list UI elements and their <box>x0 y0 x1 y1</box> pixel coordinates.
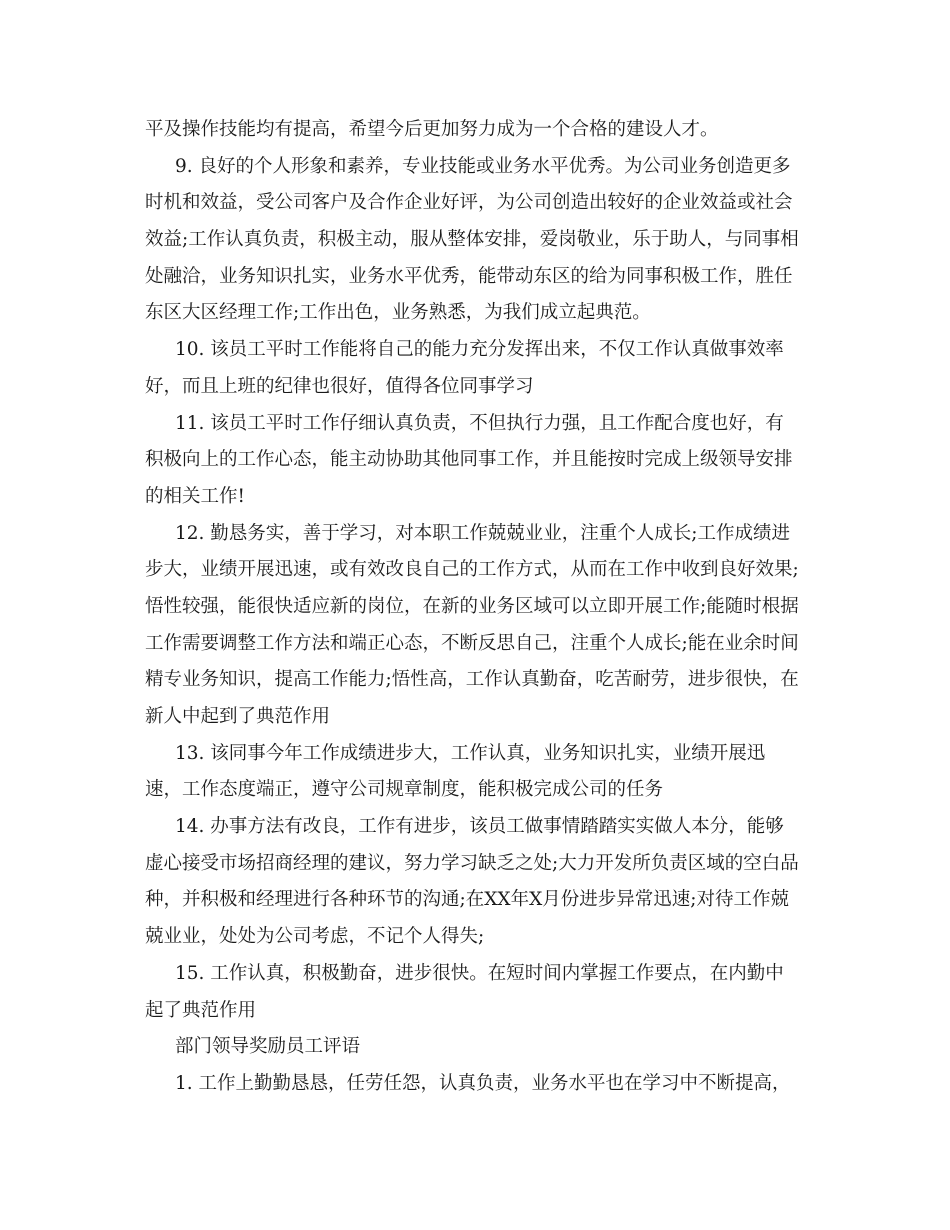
paragraph-line: 15. 工作认真，积极勤奋，进步很快。在短时间内掌握工作要点，在内勤中 <box>175 962 784 984</box>
paragraph-line: 精专业务知识，提高工作能力;悟性高，工作认真勤奋，吃苦耐劳，进步很快，在 <box>145 669 799 691</box>
paragraph-line: 10. 该员工平时工作能将自己的能力充分发挥出来，不仅工作认真做事效率 <box>175 339 784 361</box>
paragraph-line: 东区大区经理工作;工作出色，业务熟悉，为我们成立起典范。 <box>145 302 651 324</box>
document-body <box>145 112 810 1103</box>
paragraph-line: 兢业业，处处为公司考虑，不记个人得失; <box>145 926 485 948</box>
paragraph-line: 12. 勤恳务实，善于学习，对本职工作兢兢业业，注重个人成长;工作成绩进 <box>175 522 791 544</box>
paragraph-line: 1. 工作上勤勤恳恳，任劳任怨，认真负责，业务水平也在学习中不断提高， <box>175 1072 791 1094</box>
paragraph-line: 9. 良好的个人形象和素养，专业技能或业务水平优秀。为公司业务创造更多 <box>175 155 791 177</box>
paragraph-line: 时机和效益，受公司客户及合作企业好评，为公司创造出较好的企业效益或社会 <box>145 192 793 214</box>
section-heading: 部门领导奖励员工评语 <box>175 1036 361 1058</box>
paragraph-line: 好，而且上班的纪律也很好，值得各位同事学习 <box>145 375 534 397</box>
paragraph-line: 新人中起到了典范作用 <box>145 706 331 727</box>
paragraph-line: 种，并积极和经理进行各种环节的沟通;在XX年X月份进步异常迅速;对待工作兢 <box>145 889 789 911</box>
paragraph-line: 处融洽，业务知识扎实，业务水平优秀，能带动东区的给为同事积极工作，胜任 <box>145 265 793 287</box>
paragraph-line: 平及操作技能均有提高，希望今后更加努力成为一个合格的建设人才。 <box>145 119 719 140</box>
paragraph-line: 起了典范作用 <box>145 999 257 1021</box>
paragraph-line: 的相关工作! <box>145 485 245 507</box>
paragraph-line: 速，工作态度端正，遵守公司规章制度，能积极完成公司的任务 <box>145 779 664 801</box>
paragraph-line: 11. 该员工平时工作仔细认真负责，不但执行力强，且工作配合度也好，有 <box>175 412 784 434</box>
paragraph-line: 13. 该同事今年工作成绩进步大，工作认真，业务知识扎实，业绩开展迅 <box>175 742 766 764</box>
paragraph-line: 积极向上的工作心态，能主动协助其他同事工作，并且能按时完成上级领导安排 <box>145 449 793 471</box>
paragraph-line: 工作需要调整工作方法和端正心态，不断反思自己，注重个人成长;能在业余时间 <box>145 632 799 654</box>
paragraph-line: 效益;工作认真负责，积极主动，服从整体安排，爱岗敬业，乐于助人，与同事相 <box>145 229 799 251</box>
paragraph-line: 悟性较强，能很快适应新的岗位，在新的业务区域可以立即开展工作;能随时根据 <box>145 595 799 617</box>
paragraph-line: 虚心接受市场招商经理的建议，努力学习缺乏之处;大力开发所负责区域的空白品 <box>145 852 799 874</box>
paragraph-line: 步大，业绩开展迅速，或有效改良自己的工作方式，从而在工作中收到良好效果; <box>145 559 799 581</box>
paragraph-line: 14. 办事方法有改良，工作有进步，该员工做事情踏踏实实做人本分，能够 <box>175 816 784 838</box>
